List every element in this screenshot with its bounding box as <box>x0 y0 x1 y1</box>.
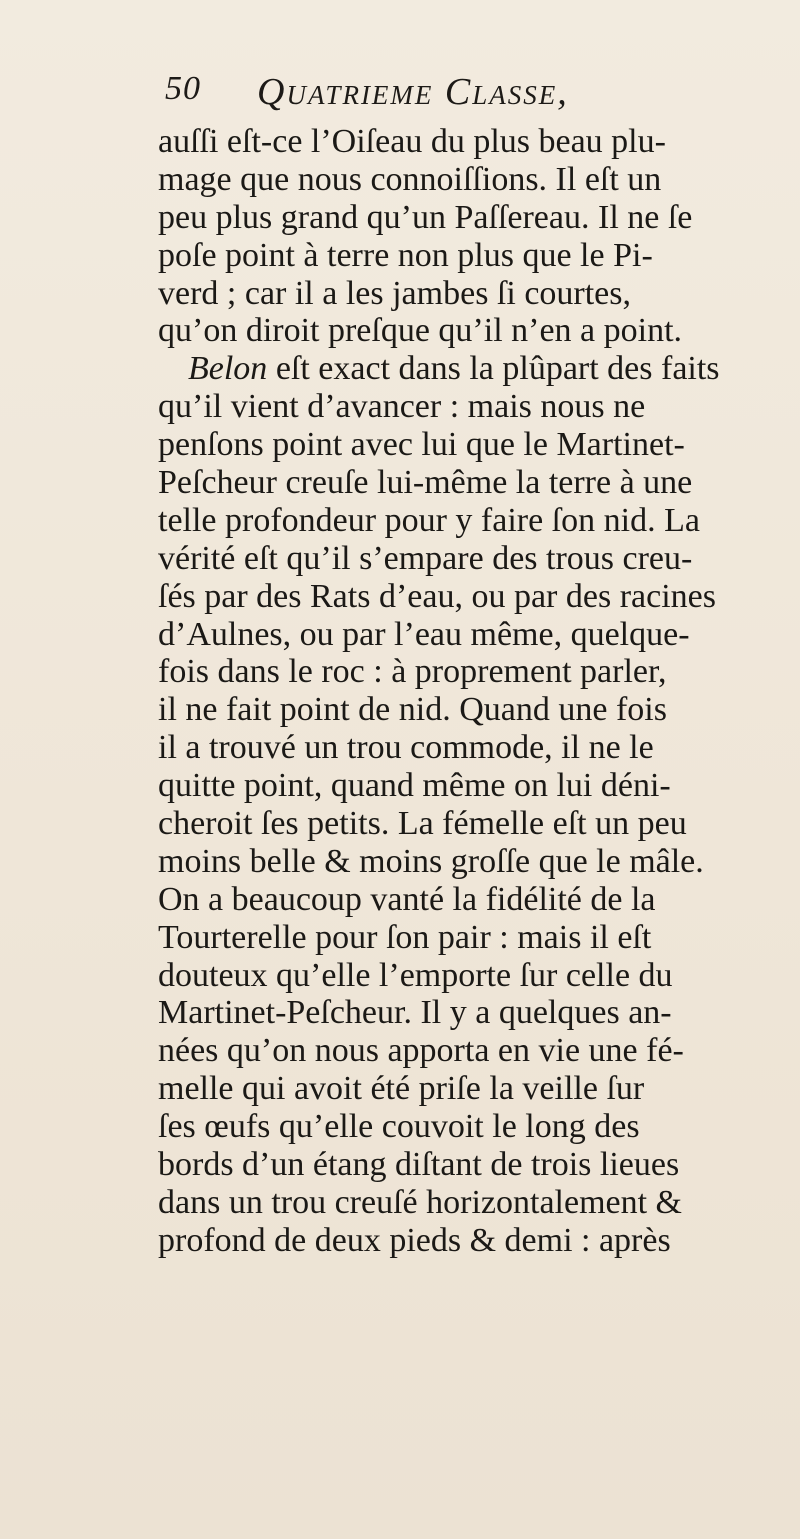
paragraph-start-line <box>158 350 798 388</box>
text-line: Martinet-Peſcheur. Il y a quelques an- <box>158 994 672 1032</box>
text-line: penſons point avec lui que le Martinet- <box>158 426 685 464</box>
text-line: melle qui avoit été priſe la veille ſur <box>158 1070 645 1108</box>
text-line: ſés par des Rats d’eau, ou par des racines <box>158 577 716 615</box>
text-line: qu’on diroit preſque qu’il n’en a point. <box>158 312 683 350</box>
text-fragment: eſt exact dans la plûpart des faits <box>267 350 720 388</box>
text-line: douteux qu’elle l’emporte ſur celle du <box>158 956 673 994</box>
text-line: Tourterelle pour ſon pair : mais il eſt <box>158 918 652 956</box>
text-line: d’Aulnes, ou par l’eau même, quelque- <box>158 615 690 653</box>
page-number: 50 <box>165 70 201 107</box>
text-line: dans un trou creuſé horizontalement & <box>158 1183 682 1221</box>
text-line: qu’il vient d’avancer : mais nous ne <box>158 388 646 426</box>
body-text <box>158 123 798 1260</box>
page-header <box>165 70 725 120</box>
text-line: poſe point à terre non plus que le Pi- <box>158 236 653 274</box>
text-line: il ne fait point de nid. Quand une fois <box>158 691 667 729</box>
text-line: vérité eſt qu’il s’empare des trous creu- <box>158 539 693 577</box>
text-line: mage que nous connoiſſions. Il eſt un <box>158 160 662 198</box>
text-line: nées qu’on nous apporta en vie une fé- <box>158 1032 684 1070</box>
text-line: auſſi eſt-ce l’Oiſeau du plus beau plu- <box>158 123 666 160</box>
text-line: cheroit ſes petits. La fémelle eſt un peu <box>158 805 687 843</box>
text-line: ſes œufs qu’elle couvoit le long des <box>158 1108 640 1146</box>
text-line: On a beaucoup vanté la fidélité de la <box>158 880 656 918</box>
author-name: Belon <box>188 350 268 388</box>
text-line: profond de deux pieds & demi : après <box>158 1221 671 1259</box>
text-line: il a trouvé un trou commode, il ne le <box>158 729 654 767</box>
text-line: fois dans le roc : à proprement parler, <box>158 653 667 691</box>
text-line: telle profondeur pour y faire ſon nid. La <box>158 501 700 539</box>
text-line: quitte point, quand même on lui déni- <box>158 767 671 805</box>
running-head: Quatrieme Classe, <box>257 71 569 113</box>
text-line: peu plus grand qu’un Paſſereau. Il ne ſe <box>158 198 693 236</box>
text-line: moins belle & moins groſſe que le mâle. <box>158 842 704 880</box>
text-line: bords d’un étang diſtant de trois lieues <box>158 1146 680 1184</box>
text-line: Peſcheur creuſe lui-même la terre à une <box>158 464 693 502</box>
text-line: verd ; car il a les jambes ſi courtes, <box>158 274 631 312</box>
